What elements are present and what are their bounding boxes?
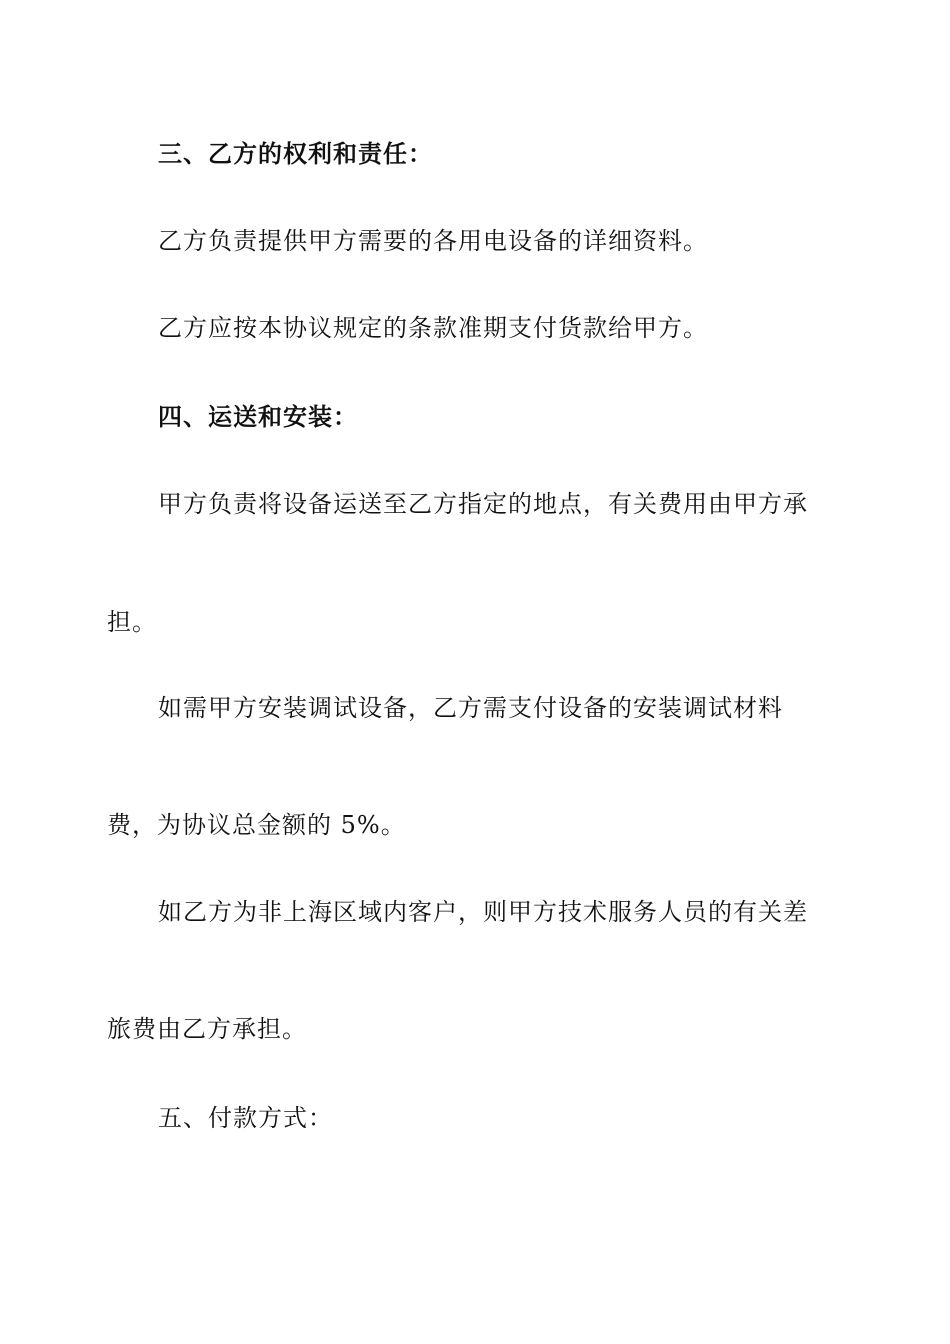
section-3-heading: 三、乙方的权利和责任： bbox=[158, 139, 433, 168]
section-3-paragraph-1: 乙方负责提供甲方需要的各用电设备的详细资料。 bbox=[158, 227, 708, 255]
section-5-heading: 五、付款方式： bbox=[158, 1104, 333, 1132]
section-4-heading: 四、运送和安装： bbox=[158, 402, 358, 431]
section-4-paragraph-1-line-1: 甲方负责将设备运送至乙方指定的地点，有关费用由甲方承 bbox=[158, 490, 808, 518]
section-4-paragraph-1-line-2: 担。 bbox=[107, 608, 157, 636]
section-4-paragraph-2-line-1: 如需甲方安装调试设备，乙方需支付设备的安装调试材料 bbox=[158, 694, 783, 722]
section-4-paragraph-3-line-2: 旅费由乙方承担。 bbox=[107, 1015, 307, 1043]
section-4-paragraph-2-line-2: 费，为协议总金额的 5%。 bbox=[107, 811, 406, 839]
section-3-paragraph-2: 乙方应按本协议规定的条款准期支付货款给甲方。 bbox=[158, 314, 708, 342]
section-4-paragraph-3-line-1: 如乙方为非上海区域内客户，则甲方技术服务人员的有关差 bbox=[158, 898, 808, 926]
